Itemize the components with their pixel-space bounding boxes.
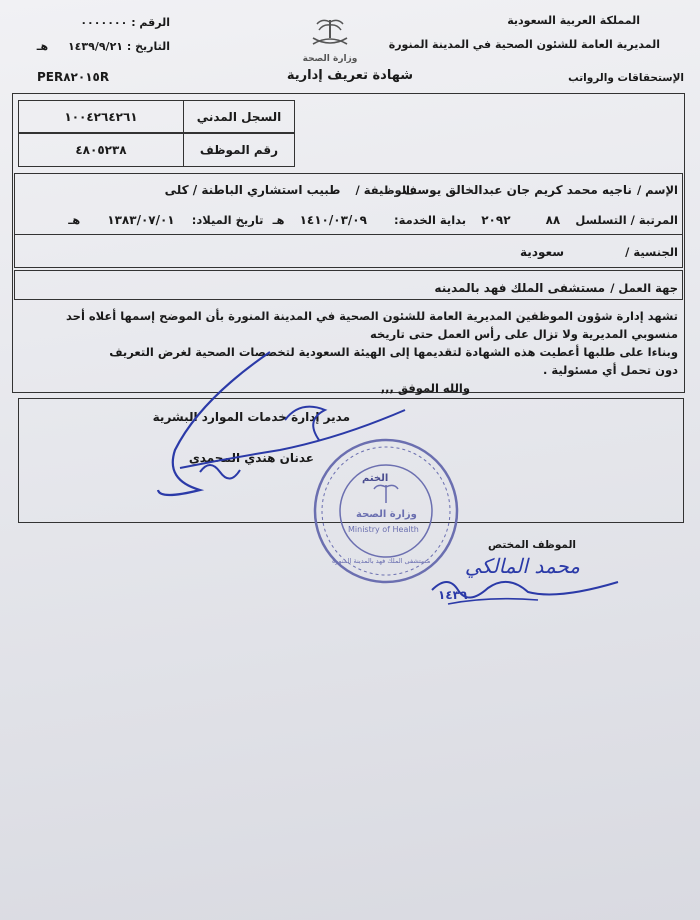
service-start-value: ١٤١٠/٠٣/٠٩ [299,213,367,227]
official-stamp [312,437,460,585]
nationality-row [520,241,678,260]
birth-suffix: هـ [68,213,81,227]
document-title: شهادة تعريف إدارية [286,68,414,83]
number-value: ٠٠٠٠٠٠٠ [80,16,128,29]
date-label: التاريخ : [126,40,170,53]
directorate-name: المديرية العامة للشئون الصحية في المدينة المنورة [388,38,660,51]
divider [14,234,683,235]
signatory-title: مدير إدارة خدمات الموارد البشرية [152,410,350,424]
number-label: الرقم : [131,16,170,29]
employee-number-value: ٤٨٠٥٢٣٨ [18,133,184,167]
body-line-2: منسوبي المديرية ولا تزال على رأس العمل حتى تاريخه [370,327,678,341]
ministry-logo [295,16,365,66]
kingdom-name: المملكة العربية السعودية [507,14,640,27]
job-value: طبيب استشاري الباطنة / كلى [164,183,341,197]
nationality-label: الجنسية / [625,245,678,259]
body-line-4: دون تحمل أي مسئولية . [542,363,678,377]
civil-record-value: ١٠٠٤٢٦٤٢٦١ [18,100,184,133]
job-row [165,179,410,198]
date-value: ١٤٣٩/٩/٢١ [67,40,124,53]
civil-record-label: السجل المدني [183,100,295,133]
stamp-ministry-ar: وزارة الصحة [356,509,417,520]
name-label: الإسم / [636,183,678,197]
stamp-top-text: الختم [362,473,389,484]
job-label: الوظيفة / [355,183,410,197]
logo-text: وزارة الصحة [302,54,358,64]
rank-value: ٨٨ [545,213,561,227]
body-line-1: تشهد إدارة شؤون الموظفين المديرية العامة للشئون الصحية في المدينة المنورة بأن الموضح إسمها أعلاه أحد [66,309,678,323]
workplace-value: مستشفى الملك فهد بالمدينه [434,281,606,295]
service-start-label: بداية الخدمة: [394,213,467,227]
rank-label: المرتبة / التسلسل [575,213,678,227]
officer-signature: محمد المالكي [464,554,580,578]
workplace-label: جهة العمل / [610,281,678,295]
date-suffix: هـ [36,40,49,53]
name-row [403,179,678,198]
officer-label: الموظف المختص [488,539,576,551]
rank-row [68,209,678,228]
workplace-row [434,277,678,296]
birth-label: تاريخ الميلاد: [191,213,264,227]
form-code: PER٨٢٠١٥R [37,70,110,84]
number-line [25,16,170,29]
service-start-suffix: هـ [272,213,285,227]
stamp-dept: مستشفى الملك فهد بالمدينة المنورة [332,557,431,565]
officer-date: ١٤٣٩ [438,588,468,602]
closing-line: والله الموفق ,,, [380,381,470,395]
body-line-3: وبناءا على طلبها أعطيت هذه الشهادة لتقديمها إلى الهيئة السعودية لتخصصات الصحية لغرض التعريف [109,345,678,359]
stamp-ministry-en: Ministry of Health [348,525,419,534]
date-line [5,40,170,53]
employee-number-label: رقم الموظف [183,133,295,167]
birth-value: ١٣٨٣/٠٧/٠١ [107,213,175,227]
nationality-value: سعودية [520,245,565,259]
palm-swords-icon [295,16,365,50]
department-name: الإستحقاقات والرواتب [568,72,684,84]
name-value: ناجيه محمد كريم جان عبدالخالق يوسف [403,183,632,197]
serial-value: ٢٠٩٢ [481,213,511,227]
signatory-name: عدنان هندي المحمدي [188,451,314,465]
